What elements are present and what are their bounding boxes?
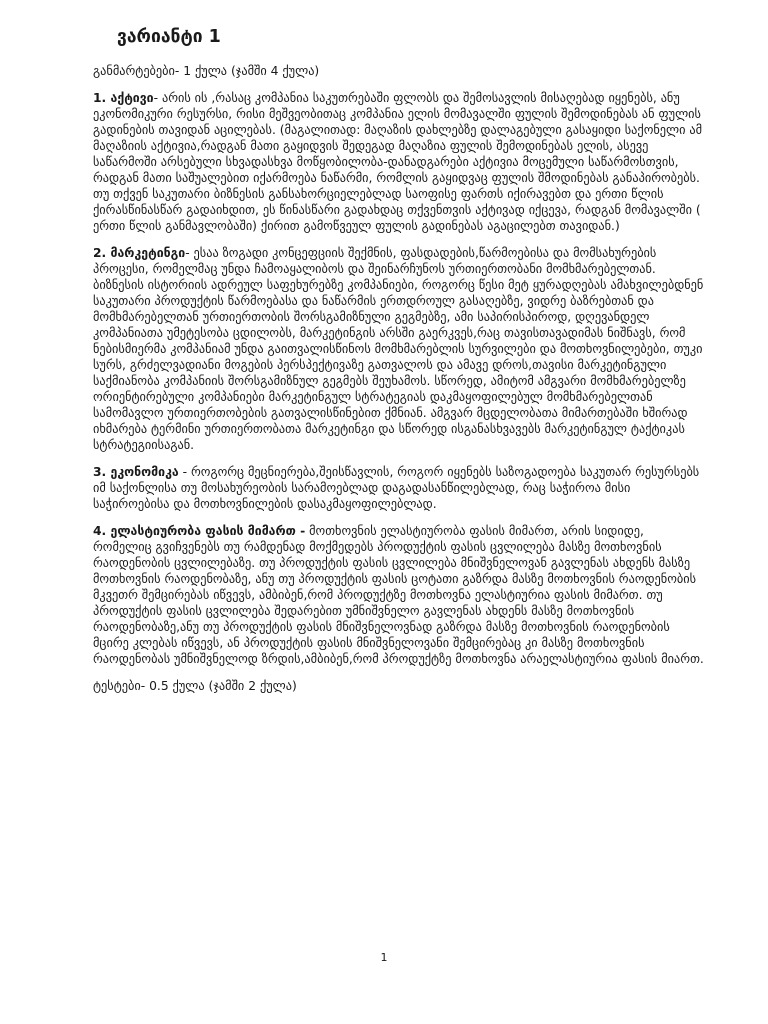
- definition-term: 4. ელასტიურობა ფასის მიმართ -: [93, 524, 306, 538]
- tests-header: ტესტები- 0.5 ქულა (ჯამში 2 ქულა): [93, 679, 297, 693]
- variant-title: ვარიანტი 1: [117, 27, 221, 47]
- definitions-header: განმარტებები- 1 ქულა (ჯამში 4 ქულა): [93, 64, 320, 78]
- definition-paragraph: [93, 90, 705, 234]
- definition-term: 1. აქტივი: [93, 91, 154, 105]
- definition-term: 3. ეკონომიკა: [93, 465, 179, 479]
- definition-text: - ესაა ზოგადი კონცეფციის შექმნის, ფასდადების,წარმოებისა და მომსახურების პროცესი, რომელმაც უნდა ჩამოაყალიბოს და შეინარჩუნოს ურთიერთობანი მომხმარებელთან. ბიზნესის ისტორიის ადრეულ საფეხურებზე კომპანიები, როგორც წესი მეტ ყურადღებას ამახვილებდნენ საკუთარი პროდუქტის წარმოებასა და ნაწარმის ერთდროულ გასაღებზე, ვიდრე ბაზრებთან და მომხმარებელთან ურთიერთობის შორსგამიზნული გეგმებზე, ამი საპირისპიროდ, დღევანდელ კომპანიათა უმეტესობა ცდილობს, მარკეტინგის არსში გაერკვეს,რაც თავისთავადიმას ნიშნავს, რომ ნებისმიერმა კომპანიამ უნდა გაითვალისწინოს მომხმარებლის სურვილები და მოთხოვნილებები, თუკი სურს, გრძელვადიანი მოგების პერსპექტივაზე გათვალოს და ამავე დროს,თავისი მარკეტინგული საქმიანობა კომპანიის შორსგამიზნულ გეგმებს შეუხამოს. სწორედ, ამიტომ ამგვარი მომხმარებელზე ორიენტირებული კომპანიები მარკეტინგულ სტრატეგიას დაკმაყოფილებულ მომხმარებელთან სამომავლო ურთიერთობების გათვალისწინებით ქმნიან. ამგვარ მცდელობათა მიმართებაში ხშირად იხმარება ტერმინი ურთიერთობათა მარკეტინგი და სწორედ ისგანასხვავებს მარკეტინგულ ტაქტიკას სტრატეგიისაგან.: [93, 246, 704, 452]
- page-number: 1: [380, 951, 388, 964]
- definition-text: - არის ის ,რასაც კომპანია საკუთრებაში ფლობს და შემოსავლის მისაღებად იყენებს, ანუ ეკონომიკური რესურსი, რისი მეშვეობითაც კომპანია ელის მომავალში ფულის შემოდინებას ან ფულის გადინების თავიდან აცილებას. (მაგალითად: მაღაზის დახლებზე დალაგებული გასაყიდი საქონელი ამ მაღაზიის აქტივია,რადგან მათი გაყიდვის შედეგად მაღაზია ფულის შემოდინებას ელის, ასევე საწარმოში არსებული სხვადასხვა მოწყობილობა-დანადგარები აქტივია მოცემული საწარმოსთვის, რადგან მათი საშუალებით იქარმოება ნაწარმი, რომლის გაყიდვაც ფულის შმოდინებას განაპირობებს. თუ თქვენ საკუთარი ბიზნესის განსახორციელებლად საოფისე ფართს იქირავებთ და ერთი წლის ქირასწინასწარ გადაიხდით, ეს წინასწარი გადახდაც თქვენთვის აქტივად იქცევა, რადგან მომავალში ( ერთი წლის განმავლობაში) ქირით გამოწვეულ ფულის გადინებას აგაცილებთ თავიდან.): [93, 91, 703, 233]
- document-page: [93, 24, 705, 694]
- definition-paragraph: [93, 523, 705, 667]
- definition-text: მოთხოვნის ელასტიურობა ფასის მიმართ, არის სიდიდე, რომელიც გვიჩვენებს თუ რამდენად მოქმედებს პროდუქტის ფასის ცვლილება მასზე მოთხოვნის რაოდენობის ცვლილებაზე. თუ პროდუქტის ფასის ცვლილება მნიშვნელოვან გავლენას ახდენს მასზე მოთხოვნის რაოდენობაზე, ანუ თუ პროდუქტის ფასის ცოტათი გაზრდა მასზე მოთხოვნის რაოდენობის მკვეთრ შემცირებას იწვევს, ამბიბენ,რომ პროდუქტზე მოთხოვნა ელასტიურია ფასის მიმართ. თუ პროდუქტის ფასის ცვლილება შედარებით უმნიშვნელო გავლენას ახდენს მასზე მოთხოვნის რაოდენობაზე,ანუ თუ პროდუქტის ფასის მნიშვნელოვნად გაზრდა მასზე მოთხოვნის რაოდენობის მცირე კლებას იწვევს, ან პროდუქტის ფასის მნიშვნელოვანი შემცირებაც კი მასზე მოთხოვნის რაოდენობას უმნიშვნელოდ ზრდის,ამბიბენ,რომ პროდუქტზე მოთხოვნა არაელასტიურია ფასის მიართ.: [93, 524, 704, 666]
- definition-text: - როგორც მეცნიერება,შეისწავლის, როგორ იყენებს საზოგადოება საკუთარ რესურსებს იმ საქონლისა თუ მოსახურეობის სარამოებლად დაგადასანწილებლად, რაც საჭიროა მისი საჭიროებისა და მოთხოვნილების დასაკმაყოფილებლად.: [93, 465, 700, 511]
- definition-paragraph: [93, 245, 705, 453]
- definition-term: 2. მარკეტინგი: [93, 246, 186, 260]
- definition-paragraph: [93, 464, 705, 512]
